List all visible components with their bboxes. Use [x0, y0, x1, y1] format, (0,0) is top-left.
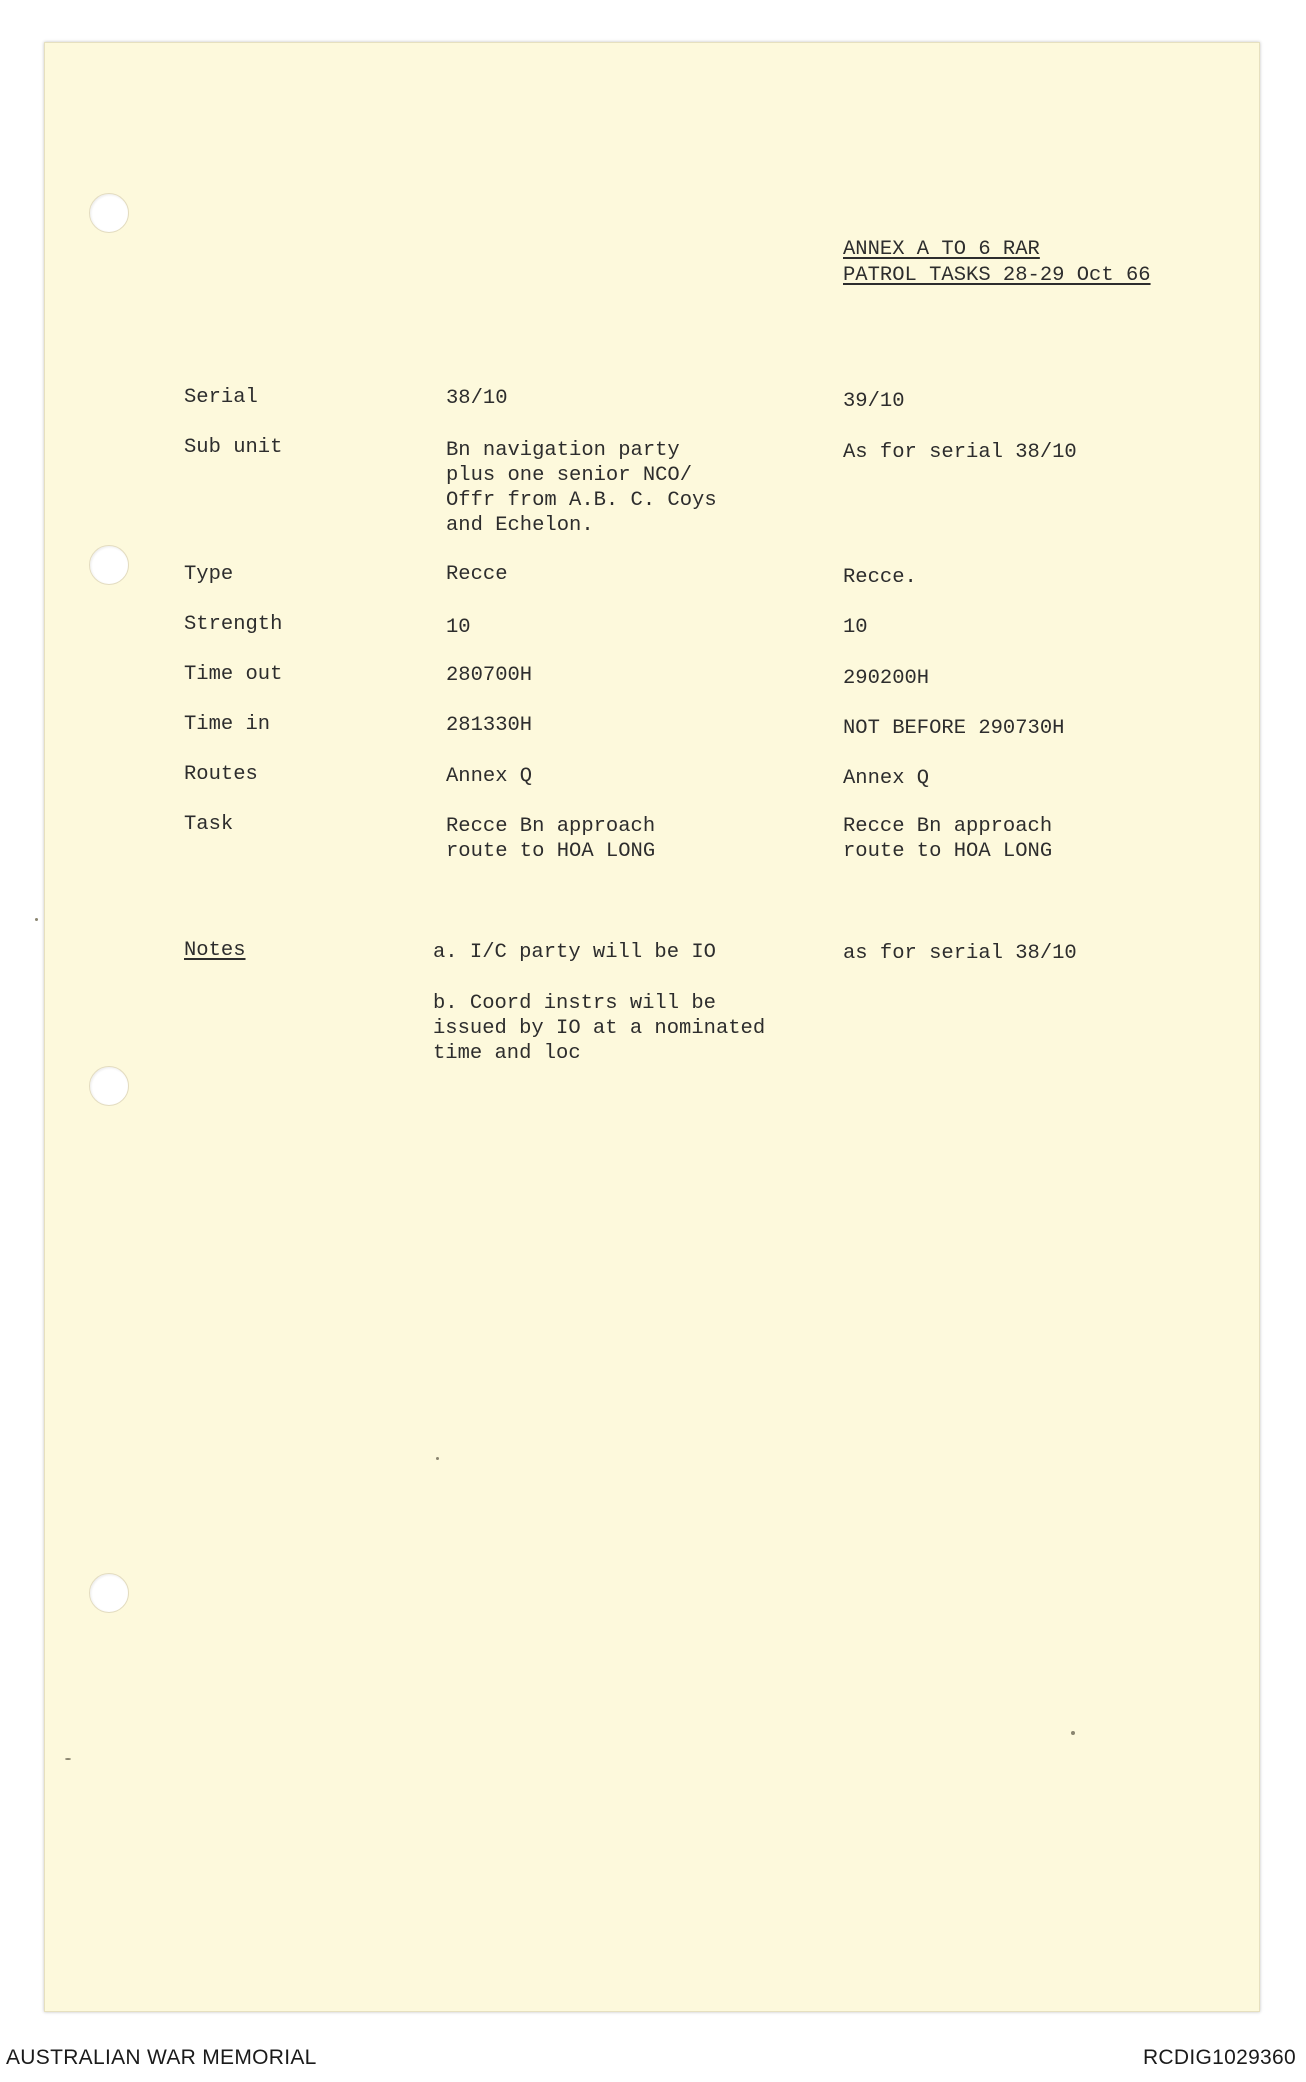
notes-39: as for serial 38/10 — [843, 942, 1077, 965]
type-39: Recce. — [843, 566, 917, 589]
paper-speck — [1071, 1731, 1075, 1735]
row-label-task: Task — [184, 813, 234, 836]
punch-hole — [89, 545, 129, 585]
task-39-line1: Recce Bn approach — [843, 815, 1053, 838]
punch-hole — [89, 1573, 129, 1613]
task-38-line2: route to HOA LONG — [446, 840, 656, 863]
sub-unit-38-line1: Bn navigation party — [446, 439, 680, 462]
notes-label: Notes — [184, 939, 246, 962]
row-label-time-in: Time in — [184, 713, 271, 736]
row-label-time-out: Time out — [184, 663, 283, 686]
strength-38: 10 — [446, 616, 471, 639]
annex-subtitle: PATROL TASKS 28-29 Oct 66 — [843, 264, 1151, 287]
notes-38-a: a. I/C party will be IO — [433, 941, 716, 964]
row-label-sub-unit: Sub unit — [184, 436, 283, 459]
notes-38-b-line3: time and loc — [433, 1042, 581, 1065]
annex-title: ANNEX A TO 6 RAR — [843, 238, 1040, 261]
row-label-strength: Strength — [184, 613, 283, 636]
time-out-38: 280700H — [446, 664, 533, 687]
sub-unit-38-line2: plus one senior NCO/ — [446, 464, 693, 487]
notes-38-b-line2: issued by IO at a nominated — [433, 1017, 766, 1040]
time-out-39: 290200H — [843, 667, 930, 690]
time-in-39: NOT BEFORE 290730H — [843, 717, 1065, 740]
row-label-type: Type — [184, 563, 234, 586]
type-38: Recce — [446, 563, 508, 586]
time-in-38: 281330H — [446, 714, 533, 737]
task-39-line2: route to HOA LONG — [843, 840, 1053, 863]
paper-speck — [35, 918, 38, 921]
punch-hole — [89, 1066, 129, 1106]
paper-speck — [436, 1457, 439, 1460]
serial-38-10: 38/10 — [446, 387, 508, 410]
footer-archive-name: AUSTRALIAN WAR MEMORIAL — [6, 2046, 317, 2069]
sub-unit-38-line3: Offr from A.B. C. Coys — [446, 489, 717, 512]
task-38-line1: Recce Bn approach — [446, 815, 656, 838]
serial-39-10: 39/10 — [843, 390, 905, 413]
routes-38: Annex Q — [446, 765, 533, 788]
routes-39: Annex Q — [843, 767, 930, 790]
sub-unit-39: As for serial 38/10 — [843, 441, 1077, 464]
notes-38-b-line1: b. Coord instrs will be — [433, 992, 716, 1015]
punch-hole — [89, 193, 129, 233]
footer-record-id: RCDIG1029360 — [1142, 2046, 1296, 2069]
paper-speck — [65, 1758, 71, 1760]
sub-unit-38-line4: and Echelon. — [446, 514, 594, 537]
strength-39: 10 — [843, 616, 868, 639]
row-label-routes: Routes — [184, 763, 258, 786]
row-label-serial: Serial — [184, 386, 258, 409]
